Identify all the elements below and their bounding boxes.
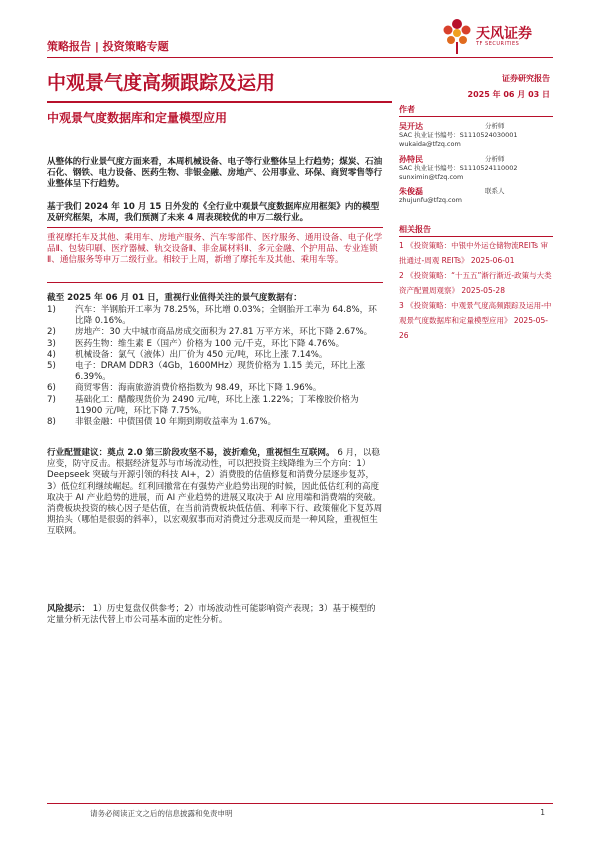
list-item: 1) 汽车：半钢胎开工率为 78.25%，环比增 0.03%；全钢胎开工率为 64.8%，环比降 0.16%。	[47, 305, 377, 327]
authors-divider	[399, 116, 553, 117]
list-item: 5) 电子：DRAM DDR3（4Gb，1600MHz）现货价格为 1.15 美元，环比上涨 6.39%。	[47, 361, 366, 383]
author-email[interactable]: wukaida@tfzq.com	[399, 140, 461, 148]
allocation-paragraph	[47, 448, 383, 538]
recommendation-paragraph: 重视摩托车及其他、乘用车、房地产服务、汽车零部件、医疗服务、通用设备、电子化学品Ⅱ、包装印刷、医疗器械、轨交设备Ⅱ、非金属材料Ⅱ、多元金融、个护用品、专业连锁Ⅱ、通信服务等申万二级行业。相较于上周，新增了摩托车及其他、乘用车等。	[47, 233, 383, 266]
author-role: 联系人	[485, 187, 505, 195]
report-date: 2025 年 06 月 03 日	[467, 90, 550, 99]
report-subtitle: 中观景气度数据库和定量模型应用	[47, 111, 228, 125]
risk-heading: 风险提示：	[47, 604, 90, 614]
related-report-link[interactable]: 2 《投资策略：“十五五”渐行渐近-政策与大类资产配置周观察》 2025-05-28	[399, 271, 552, 295]
allocation-heading: 行业配置建议：奠点 2.0 第三阶段攻坚不易，波折难免，重视恒生互联网。	[47, 448, 335, 458]
model-paragraph: 基于我们 2024 年 10 月 15 日外发的《全行业中观景气度数据库应用框架》内的模型及研究框架，本周，我们预测了未来 4 周表现较优的申万二级行业。	[47, 202, 380, 224]
logo-flower-icon	[440, 16, 474, 56]
list-item: 2) 房地产：30 大中城市商品房成交面积为 27.81 万平方米，环比下降 2.67%。	[47, 327, 373, 338]
author-sac: SAC 执业证书编号：S1110524030001	[399, 131, 518, 139]
indicator-list	[47, 305, 383, 428]
data-intro: 截至 2025 年 06 月 01 日，重视行业值得关注的景气度数据有：	[47, 293, 302, 303]
related-report-link[interactable]: 1 《投资策略：中银中外运仓储物流REITs 审批通过-周观 REITs》 2025-06-01	[399, 241, 548, 265]
report-type: 证券研究报告	[502, 74, 550, 83]
author-card	[399, 187, 559, 205]
related-divider	[399, 236, 553, 237]
logo-subtext: TF SECURITIES	[476, 41, 520, 47]
list-item: 8) 非银金融：中债国债 10 年期到期收益率为 1.67%。	[47, 417, 277, 428]
list-item: 7) 基础化工：醋酸现货价为 2490 元/吨，环比上涨 1.22%；丁苯橡胶价格为 11900 元/吨，环比下降 7.75%。	[47, 394, 359, 416]
breadcrumb: 策略报告 | 投资策略专题	[47, 40, 169, 53]
authors-heading: 作者	[399, 105, 415, 114]
section-divider	[47, 227, 383, 228]
author-card	[399, 122, 559, 149]
author-name: 朱俊磊	[399, 187, 423, 196]
footer-disclaimer: 请务必阅读正文之后的信息披露和免责申明	[90, 809, 233, 818]
risk-paragraph	[47, 604, 383, 626]
author-sac: SAC 执业证书编号：S1110524110002	[399, 164, 518, 172]
author-card	[399, 155, 559, 182]
related-report-link[interactable]: 3 《投资策略：中观景气度高频跟踪及运用-中观景气度数据库和定量模型应用》 2025-05-26	[399, 301, 552, 340]
allocation-body: 6 月，以稳应变，防守反击。根据经济复苏与市场流动性，可以把投资主线降维为三个方向：1）Deepseek 突破与开源引领的科技 AI+，2）消费股的估值修复和消费分层逐步复苏，3）低位红利继续崛起。红利回撤常在有强势产业趋势出现的时候，因此低估红利的高度取决于 AI 产业趋势的进展，而 AI 产业趋势的进展又取决于 AI 应用端和消费端的突破。消费板块投资的核心因子是估值，在当前消费板块低估值、利率下行、政策催化下复苏周期抬头（哪怕是很弱的斜率），以宏观叙事而对消费过分悲观反而是一种风险，重视恒生互联网。	[47, 448, 383, 537]
author-name: 孙特民	[399, 155, 423, 164]
list-item: 4) 机械设备：氯气（液体）出厂价为 450 元/吨，环比上涨 7.14%。	[47, 349, 328, 360]
list-item: 6) 商贸零售：海南旅游消费价格指数为 98.49，环比下降 1.96%。	[47, 383, 322, 394]
footer-divider	[47, 803, 553, 804]
logo-text: 天风证券	[476, 26, 532, 42]
title-divider	[47, 101, 392, 103]
header-divider	[47, 57, 553, 58]
report-title: 中观景气度高频跟踪及运用	[47, 72, 276, 94]
risk-body: 1）历史复盘仅供参考；2）市场波动性可能影响资产表现；3）基于模型的定量分析无法代替上市公司基本面的定性分析。	[47, 604, 376, 626]
page-number: 1	[540, 808, 545, 817]
author-email[interactable]: zhujunfu@tfzq.com	[399, 196, 462, 204]
author-email[interactable]: sunximin@tfzq.com	[399, 173, 464, 181]
author-role: 分析师	[485, 122, 505, 130]
list-item: 3) 医药生物：维生素 E（国产）价格为 100 元/千克，环比下降 4.76%。	[47, 338, 345, 349]
company-logo	[440, 16, 555, 56]
section-divider	[47, 282, 383, 283]
author-name: 吴开达	[399, 122, 423, 131]
related-heading: 相关报告	[399, 225, 431, 234]
summary-paragraph: 从整体的行业景气度方面来看，本周机械设备、电子等行业整体呈上行趋势；煤炭、石油石化、钢铁、电力设备、医药生物、非银金融、房地产、公用事业、环保、商贸零售等行业整体呈下行趋势。	[47, 157, 383, 190]
author-role: 分析师	[485, 155, 505, 163]
related-reports	[399, 238, 554, 343]
